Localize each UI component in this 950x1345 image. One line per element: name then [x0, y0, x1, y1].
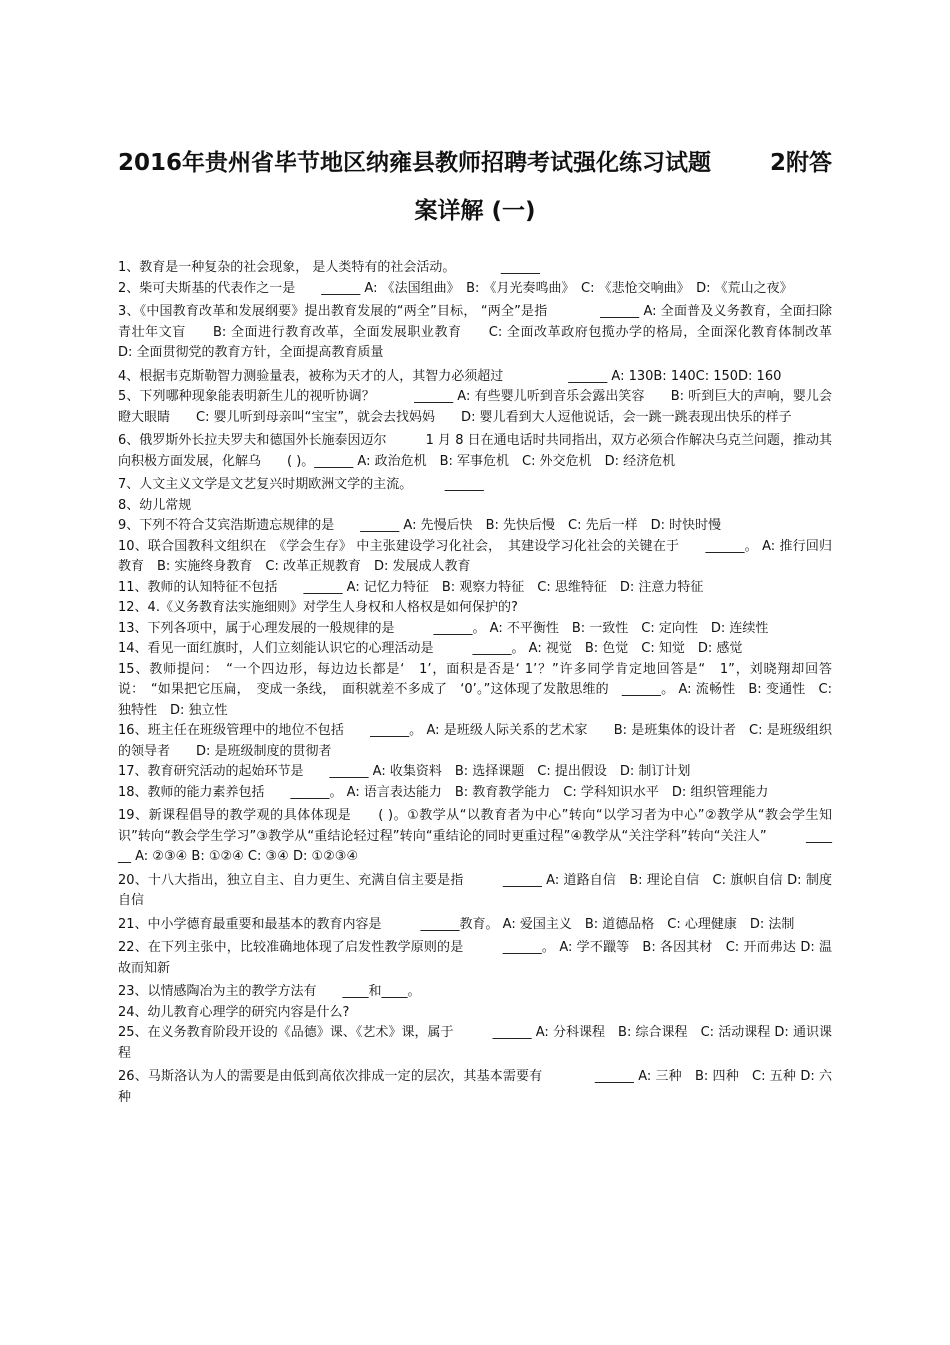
question-item: 21、中小学德育最重要和最基本的教育内容是 ______教育。 A: 爱国主义 B: 道德品格 C: 心理健康 D: 法制 [118, 916, 795, 932]
question-item: 26、马斯洛认为人的需要是由低到高依次排成一定的层次，其基本需要有 ______ A: 三种 B: 四种 C: 五种 D: 六种 [118, 1069, 832, 1105]
question-item: 12、4.《义务教育法实施细则》对学生人身权和人格权是如何保护的? [118, 600, 518, 615]
question-item: 18、教师的能力素养包括 ______。 A: 语言表达能力 B: 教育教学能力 C: 学科知识水平 D: 组织管理能力 [118, 784, 769, 800]
question-item: 22、在下列主张中，比较准确地体现了启发性教学原则的是 ______。 A: 学不躐等 B: 各因其材 C: 开而弗达 D: 温故而知新 [118, 940, 832, 976]
question-item: 13、下列各项中，属于心理发展的一般规律的是 ______。 A: 不平衡性 B: 一致性 C: 定向性 D: 连续性 [118, 620, 769, 636]
question-item: 24、幼儿教育心理学的研究内容是什么? [118, 1004, 350, 1020]
title-line-2: 案详解 (一) [414, 198, 536, 224]
question-item: 10、联合国教科文组织在 《学会生存》 中主张建设学习化社会， 其建设学习化社会的关键在于 ______。 A: 推行回归教育 B: 实施终身教育 C: 改革正规教育 D: 发展成人教育 [118, 538, 832, 574]
question-item: 25、在义务教育阶段开设的《品德》课、《艺术》课，属于 ______ A: 分科课程 B: 综合课程 C: 活动课程 D: 通识课程 [118, 1025, 832, 1061]
question-item: 5、下列哪种现象能表明新生儿的视听协调？ ______ A: 有些婴儿听到音乐会露出笑容 B: 听到巨大的声响，婴儿会瞪大眼睛 C: 婴儿听到母亲叫“宝宝”，就会去找妈妈 D: 婴儿看到大人逗他说话，会一跳一跳表现出快乐的样子 [118, 389, 832, 425]
question-item: 20、十八大指出，独立自主、自力更生、充满自信主要是指 ______ A: 道路自信 B: 理论自信 C: 旗帜自信 D: 制度自信 [118, 872, 832, 908]
question-item: 2、柴可夫斯基的代表作之一是 ______ A: 《法国组曲》 B: 《月光奏鸣曲》 C: 《悲怆交响曲》 D: 《荒山之夜》 [118, 280, 793, 296]
question-item: 4、根据韦克斯勒智力测验量表，被称为天才的人，其智力必须超过 ______ A: 130B: 140C: 150D: 160 [118, 368, 782, 384]
question-item: 8、幼儿常规 [118, 497, 192, 513]
question-item: 6、俄罗斯外长拉夫罗夫和德国外长施泰因迈尔 1 月 8 日在通电话时共同指出，双方必须合作解决乌克兰问题，推动其向积极方面发展，化解乌 ( )。______ A: 政治危机 B: 军事危机 C: 外交危机 D: 经济危机 [118, 433, 832, 469]
question-item: 23、以情感陶冶为主的教学方法有 ____和____。 [118, 984, 421, 999]
question-item: 11、教师的认知特征不包括 ______ A: 记忆力特征 B: 观察力特征 C: 思维特征 D: 注意力特征 [118, 579, 704, 595]
question-item: 3、《中国教育改革和发展纲要》提出教育发展的“两全”目标， “两全”是指 ______ A: 全面普及义务教育，全面扫除青壮年文盲 B: 全面进行教育改革，全面发展职业教育 C: 全面改革政府包揽办学的格局，全面深化教育体制改革 D: 全面贯彻党的教育方针，全面提高教育质量 [118, 304, 859, 360]
question-item: 15、教师提问： “一个四边形，每边边长都是‘ 1’，面积是否是‘ 1’？”许多同学肯定地回答是“ 1”，刘晓翔却回答说： “如果把它压扁， 变成一条线， 面积就差不多成了 ‘0’。”这体现了发散思维的 ______。 A: 流畅性 B: 变通性 C: 独特性 D: 独立性 [118, 661, 832, 718]
question-item: 9、下列不符合艾宾浩斯遗忘规律的是 ______ A: 先慢后快 B: 先快后慢 C: 先后一样 D: 时快时慢 [118, 518, 722, 533]
question-list [118, 258, 859, 1108]
document-title [118, 146, 832, 228]
question-item: 7、人文主义文学是文艺复兴时期欧洲文学的主流。 ______ [118, 477, 484, 492]
question-item: 14、看见一面红旗时，人们立刻能认识它的心理活动是 ______。 A: 视觉 B: 色觉 C: 知觉 D: 感觉 [118, 641, 743, 656]
title-text-suffix: 2附答 [769, 150, 832, 176]
question-item: 1、教育是一种复杂的社会现象， 是人类特有的社会活动。 ______ [118, 260, 540, 275]
question-item: 19、新课程倡导的教学观的具体体现是 ( )。①教学从“以教育者为中心”转向“以学习者为中心”②教学从“教会学生知识”转向“教会学生学习”③教学从“重结论轻过程”转向“重结论的同时更重过程”④教学从“关注学科”转向“关注人” ______ A: ②③④ B: ①②④ C: ③④ D: ①②③④ [118, 808, 832, 864]
question-item: 16、班主任在班级管理中的地位不包括 ______。 A: 是班级人际关系的艺术家 B: 是班集体的设计者 C: 是班级组织的领导者 D: 是班级制度的贯彻者 [118, 723, 832, 759]
title-text-main: 2016年贵州省毕节地区纳雍县教师招聘考试强化练习试题 [118, 150, 712, 176]
title-line-1 [118, 146, 832, 180]
question-item: 17、教育研究活动的起始环节是 ______ A: 收集资料 B: 选择课题 C: 提出假设 D: 制订计划 [118, 764, 691, 779]
